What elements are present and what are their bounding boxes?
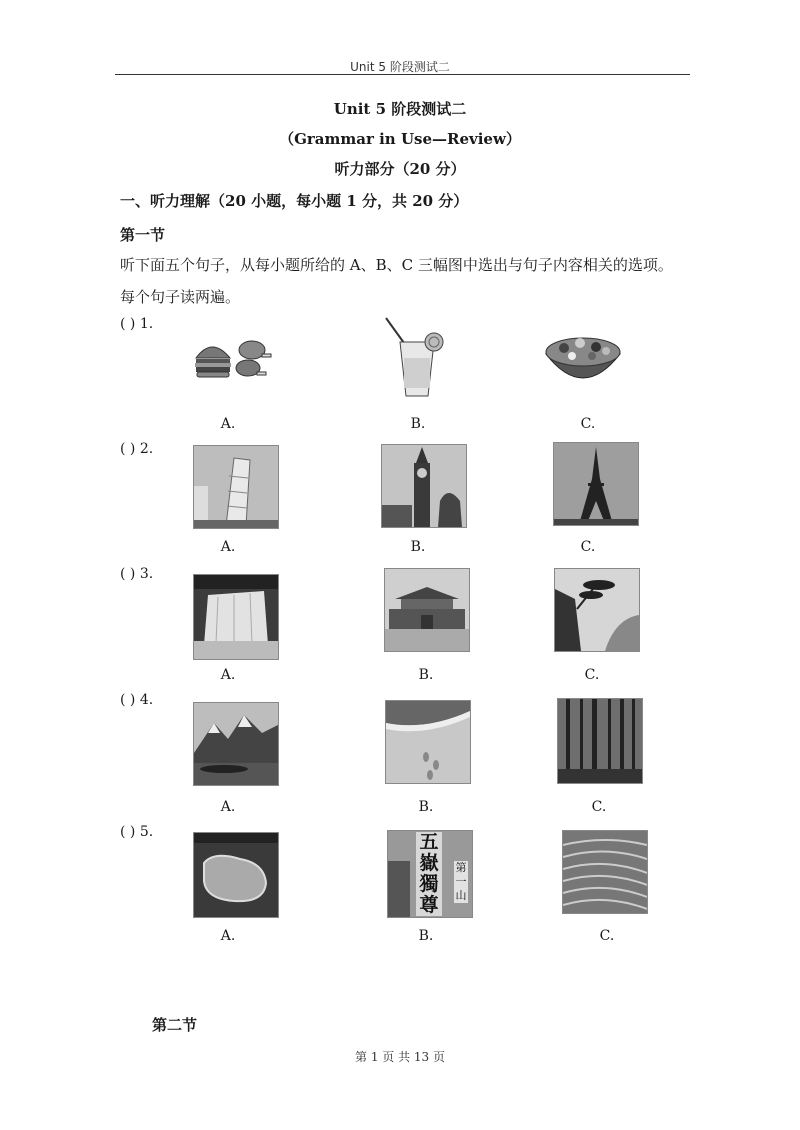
question-1-option-c: C. [580, 416, 596, 432]
part1-heading: 第一节 [120, 226, 166, 244]
rice-terraces-photo [562, 830, 648, 914]
question-5-option-c: C. [599, 928, 615, 944]
question-2-option-b: B. [410, 539, 426, 555]
document-subtitle: （Grammar in Use—Review） [279, 130, 521, 148]
question-4-option-a: A. [220, 799, 236, 815]
instruction-line-2: 每个句子读两遍。 [120, 288, 241, 306]
page-footer: 第 1 页 共 13 页 [355, 1050, 445, 1064]
question-1-label: ( ) 1. [120, 316, 154, 332]
question-2-option-a: A. [220, 539, 236, 555]
beach-footprints-photo [385, 700, 471, 784]
tiananmen-photo [384, 568, 470, 652]
question-3-label: ( ) 3. [120, 566, 154, 582]
question-3-option-c: C. [584, 667, 600, 683]
section-heading: 一、听力理解（20 小题，每小题 1 分，共 20 分） [120, 192, 469, 210]
question-4-option-c: C. [591, 799, 607, 815]
part-title: 听力部分（20 分） [334, 160, 466, 178]
waterfall-photo [193, 574, 279, 660]
salad-bowl-icon [542, 318, 624, 394]
question-5-label: ( ) 5. [120, 824, 154, 840]
burger-chicken-icon [190, 330, 280, 382]
lemon-drink-icon [382, 314, 446, 400]
inscription-large-text: 五嶽獨尊 [416, 832, 442, 916]
question-5-option-a: A. [220, 928, 236, 944]
lake-photo [193, 832, 279, 918]
document-title: Unit 5 阶段测试二 [333, 100, 467, 118]
question-4-label: ( ) 4. [120, 692, 154, 708]
question-1-option-b: B. [410, 416, 426, 432]
instruction-line-1: 听下面五个句子，从每小题所给的 A、B、C 三幅图中选出与句子内容相关的选项。 [120, 256, 673, 274]
leaning-tower-pisa-photo [193, 445, 279, 529]
eiffel-tower-photo [553, 442, 639, 526]
forest-photo [557, 698, 643, 784]
inscription-small-text: 第一山 [455, 861, 467, 902]
pine-cliff-photo [554, 568, 640, 652]
question-5-option-b: B. [418, 928, 434, 944]
part2-heading: 第二节 [152, 1016, 198, 1034]
stone-inscription-photo [387, 830, 473, 918]
question-3-option-a: A. [220, 667, 236, 683]
running-header: Unit 5 阶段测试二 [350, 60, 450, 74]
mountain-range-photo [193, 702, 279, 786]
question-3-option-b: B. [418, 667, 434, 683]
question-1-option-a: A. [220, 416, 236, 432]
question-4-option-b: B. [418, 799, 434, 815]
big-ben-photo [381, 444, 467, 528]
header-rule [115, 74, 690, 75]
question-2-option-c: C. [580, 539, 596, 555]
question-2-label: ( ) 2. [120, 441, 154, 457]
